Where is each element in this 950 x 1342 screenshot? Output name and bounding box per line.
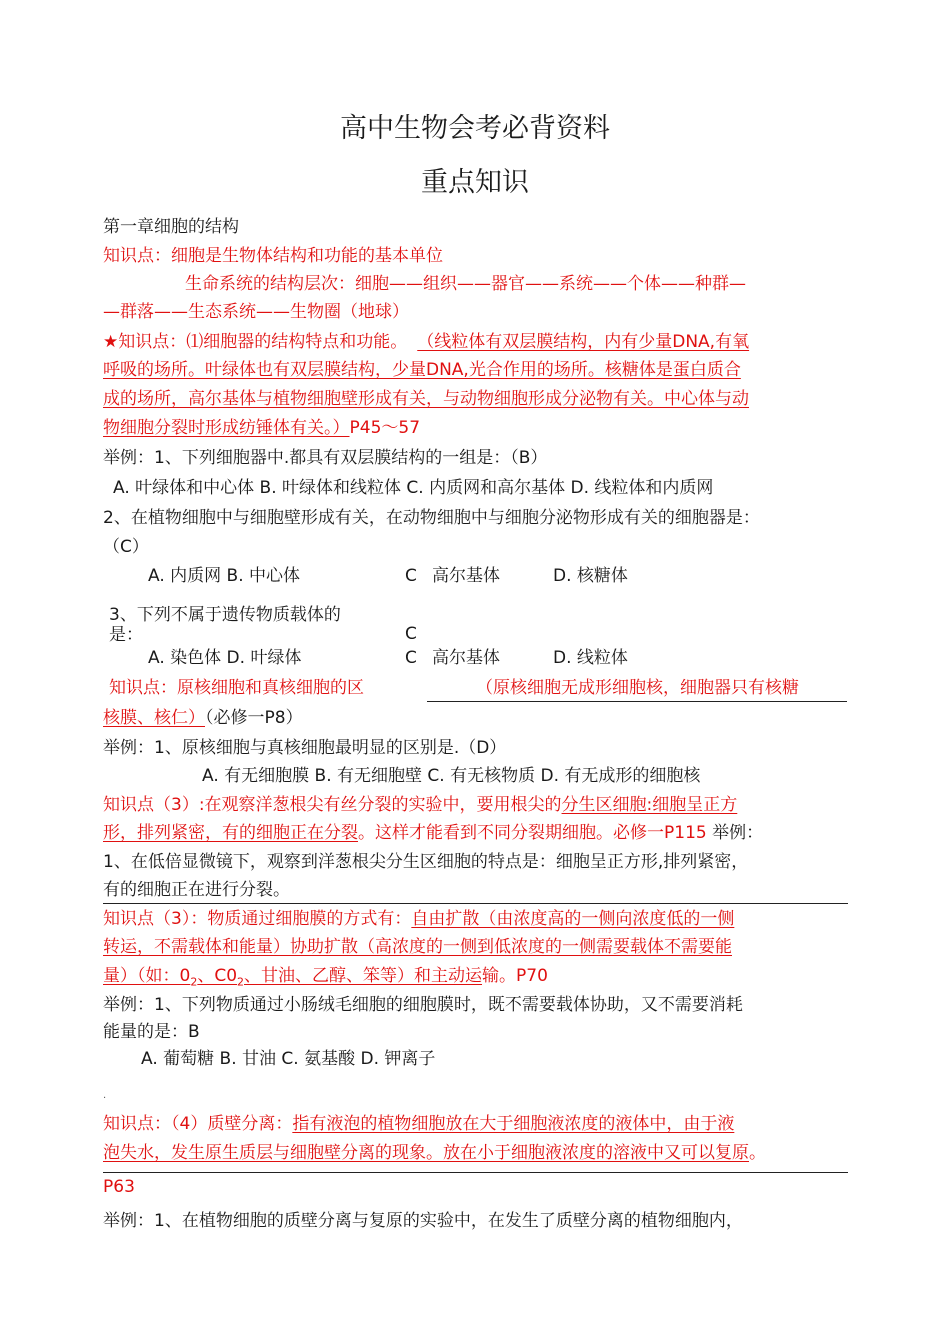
knowledge-point-2 bbox=[103, 330, 749, 354]
example-q2-option-c-text: 高尔基体 bbox=[432, 566, 500, 586]
kp4-example-line1: 1、在低倍显微镜下，观察到洋葱根尖分生区细胞的特点是：细胞呈正方形,排列紧密， bbox=[103, 852, 749, 872]
kp3-text: （原核细胞无成形细胞核，细胞器只有核糖 bbox=[476, 678, 799, 698]
knowledge-point-4 bbox=[103, 793, 737, 817]
kp5-line3 bbox=[103, 964, 548, 994]
example-q2-option-d: D. 核糖体 bbox=[553, 566, 628, 586]
kp3-ref: （必修一P8） bbox=[205, 708, 303, 728]
example-prokaryote-q: 举例：1、原核细胞与真核细胞最明显的区别是.（D） bbox=[103, 738, 507, 758]
star-icon: ★ bbox=[103, 332, 119, 352]
kp-label: 知识点： bbox=[103, 246, 171, 266]
kp4-underlined-2: 形，排列紧密，有的细胞正在分裂 bbox=[103, 823, 358, 843]
example-q2-option-c-letter: C bbox=[405, 566, 417, 586]
kp6-underlined: 指有液泡的植物细胞放在大于细胞液浓度的液体中，由于液 bbox=[292, 1114, 735, 1134]
kp6-end: 。 bbox=[749, 1143, 766, 1163]
example-q3-option-c-text: 高尔基体 bbox=[432, 648, 500, 668]
kp4-text: 知识点（3）:在观察洋葱根尖有丝分裂的实验中，要用根尖的 bbox=[103, 795, 562, 815]
kp5-formula-rest: 、甘油、乙醇、笨等）和主动运 bbox=[244, 966, 483, 986]
example-transport-options: A. 葡萄糖 B. 甘油 C. 氨基酸 D. 钾离子 bbox=[141, 1049, 436, 1069]
kp4-example-line2: 有的细胞正在进行分裂。 bbox=[103, 880, 290, 900]
example-q3-cont: 是： bbox=[109, 625, 143, 645]
kp6-line2 bbox=[103, 1141, 766, 1165]
example-plasmolysis-q: 举例：1、在植物细胞的质壁分离与复原的实验中，在发生了质壁分离的植物细胞内， bbox=[103, 1211, 743, 1231]
kp4-line2 bbox=[103, 821, 763, 845]
kp5-subscript-1: 2 bbox=[190, 975, 198, 989]
example-transport-q: 举例：1、下列物质通过小肠绒毛细胞的细胞膜时，既不需要载体协助，又不需要消耗 bbox=[103, 995, 743, 1015]
knowledge-point-6 bbox=[103, 1112, 734, 1136]
example-q3-options-ab: A. 染色体 D. 叶绿体 bbox=[148, 648, 302, 668]
kp2-line2: 呼吸的场所。叶绿体也有双层膜结构，少量DNA,光合作用的场所。核糖体是蛋白质合 bbox=[103, 360, 741, 380]
kp6-underlined-2: 泡失水，发生原生质层与细胞壁分离的现象。放在小于细胞液浓度的溶液中又可以复原 bbox=[103, 1143, 749, 1163]
kp3-underlined-end: 核膜、核仁） bbox=[103, 708, 205, 728]
page-title: 高中生物会考必背资料 bbox=[340, 113, 610, 144]
example-q3-option-d: D. 线粒体 bbox=[553, 648, 628, 668]
kp6-text: 知识点：（4）质壁分离： bbox=[103, 1114, 293, 1134]
kp5-underlined: 自由扩散（由浓度高的一侧向浓度低的一侧 bbox=[411, 909, 735, 929]
knowledge-point-1 bbox=[103, 244, 443, 268]
kp2-pages: P45〜57 bbox=[349, 418, 421, 438]
example-q2-answer: （C） bbox=[103, 537, 149, 557]
example-q3: 3、下列不属于遗传物质载体的 bbox=[109, 605, 341, 625]
section-rule-2 bbox=[103, 1172, 848, 1173]
kp5-underlined-a bbox=[103, 966, 483, 989]
kp3-rule bbox=[427, 701, 847, 702]
chapter-heading: 第一章细胞的结构 bbox=[103, 217, 239, 237]
kp-text: 细胞是生物体结构和功能的基本单位 bbox=[171, 246, 443, 266]
knowledge-point-3: 知识点：原核细胞和真核细胞的区 bbox=[109, 678, 364, 698]
example-q1: 举例：1、下列细胞器中.都具有双层膜结构的一组是：（B） bbox=[103, 448, 548, 468]
kp4-text-2: 。这样才能看到不同分裂期细胞。必修一P115 bbox=[358, 823, 707, 843]
kp2-underlined-end: 物细胞分裂时形成纺锤体有关。） bbox=[103, 418, 350, 438]
kp4-example-label: 举例： bbox=[706, 823, 764, 843]
example-prokaryote-options: A. 有无细胞膜 B. 有无细胞壁 C. 有无核物质 D. 有无成形的细胞核 bbox=[202, 766, 701, 786]
kp4-underlined: 分生区细胞:细胞呈正方 bbox=[561, 795, 738, 815]
kp6-page-ref: P63 bbox=[103, 1177, 135, 1197]
kp5-line2: 转运，不需载体和能量）协助扩散（高浓度的一侧到低浓度的一侧需要载体不需要能 bbox=[103, 937, 732, 957]
example-q1-options: A. 叶绿体和中心体 B. 叶绿体和线粒体 C. 内质网和高尔基体 D. 线粒体和内质网 bbox=[113, 478, 714, 498]
structure-levels-line1: 生命系统的结构层次：细胞——组织——器官——系统——个体——种群— bbox=[185, 274, 746, 294]
kp5-text: 知识点（3）：物质通过细胞膜的方式有： bbox=[103, 909, 412, 929]
kp2-line4 bbox=[103, 416, 420, 440]
example-q2: 2、在植物细胞中与细胞壁形成有关，在动物细胞中与细胞分泌物形成有关的细胞器是： bbox=[103, 508, 760, 528]
structure-levels-line2: —群落——生态系统——生物圈（地球） bbox=[103, 302, 409, 322]
kp5-formula-o: 量）（如：0 bbox=[103, 966, 191, 986]
kp5-formula-co: 、C0 bbox=[197, 966, 238, 986]
kp-label: 知识点：⑴细胞器的结构特点和功能。 bbox=[118, 332, 408, 352]
example-q3-option-c-letter: C bbox=[405, 648, 417, 668]
kp3-line2 bbox=[103, 706, 303, 730]
example-q3-answer: C bbox=[405, 624, 417, 644]
kp2-line3: 成的场所，高尔基体与植物细胞壁形成有关，与动物细胞形成分泌物有关。中心体与动 bbox=[103, 389, 749, 409]
page-subtitle: 重点知识 bbox=[421, 167, 529, 198]
kp5-end: 输。P70 bbox=[482, 966, 548, 986]
kp-underlined-text: （线粒体有双层膜结构，内有少量DNA,有氧 bbox=[417, 332, 750, 352]
stray-dot: . bbox=[103, 1090, 107, 1101]
knowledge-point-5 bbox=[103, 907, 734, 931]
section-rule-1 bbox=[103, 903, 848, 904]
example-transport-q-cont: 能量的是：B bbox=[103, 1022, 200, 1042]
kp5-subscript-2: 2 bbox=[237, 975, 245, 989]
example-q2-options-ab: A. 内质网 B. 中心体 bbox=[148, 566, 301, 586]
